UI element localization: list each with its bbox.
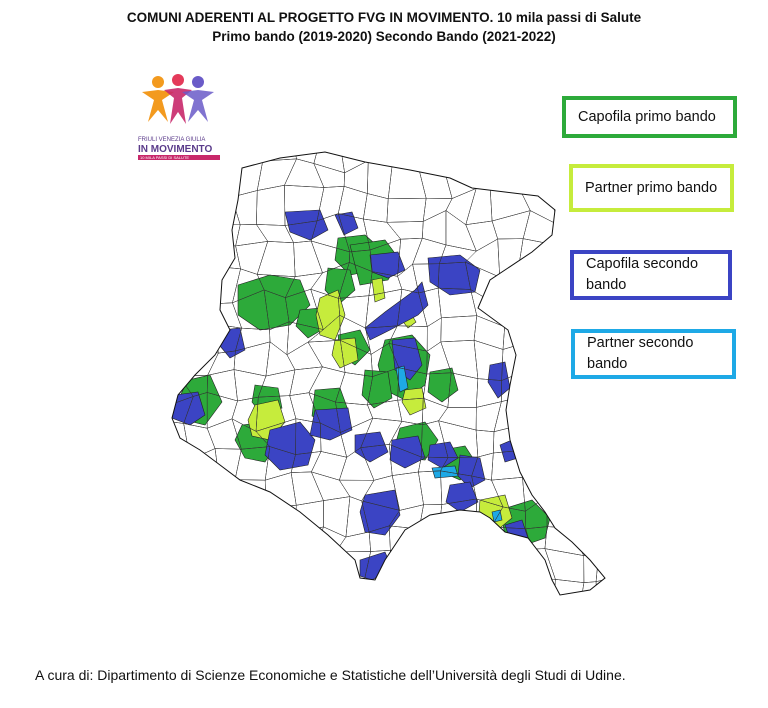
- people-figures-icon: [142, 74, 214, 124]
- logo-text-line2: IN MOVIMENTO: [138, 144, 213, 155]
- fvg-municipalities-map: [160, 140, 620, 600]
- map-subtitle: Primo bando (2019-2020) Secondo Bando (2021-2022): [212, 29, 556, 44]
- legend-label: Capofila primo bando: [578, 108, 716, 125]
- legend-label: Partner secondo bando: [587, 335, 694, 372]
- credit-note: A cura di: Dipartimento di Scienze Economiche e Statistiche dell’Università degli Studi di Udine.: [35, 667, 626, 683]
- legend-label: Partner primo bando: [585, 179, 718, 196]
- legend-capofila-primo: [562, 96, 737, 138]
- logo-text-line1: FRIULI VENEZIA GIULIA: [138, 137, 206, 143]
- legend-label: Capofila secondo bando: [586, 256, 699, 293]
- logo-text-line3: 10 MILA PASSI DI SALUTE: [140, 155, 190, 161]
- map-title: COMUNI ADERENTI AL PROGETTO FVG IN MOVIMENTO. 10 mila passi di Salute: [126, 10, 642, 25]
- region-shape: [160, 140, 620, 600]
